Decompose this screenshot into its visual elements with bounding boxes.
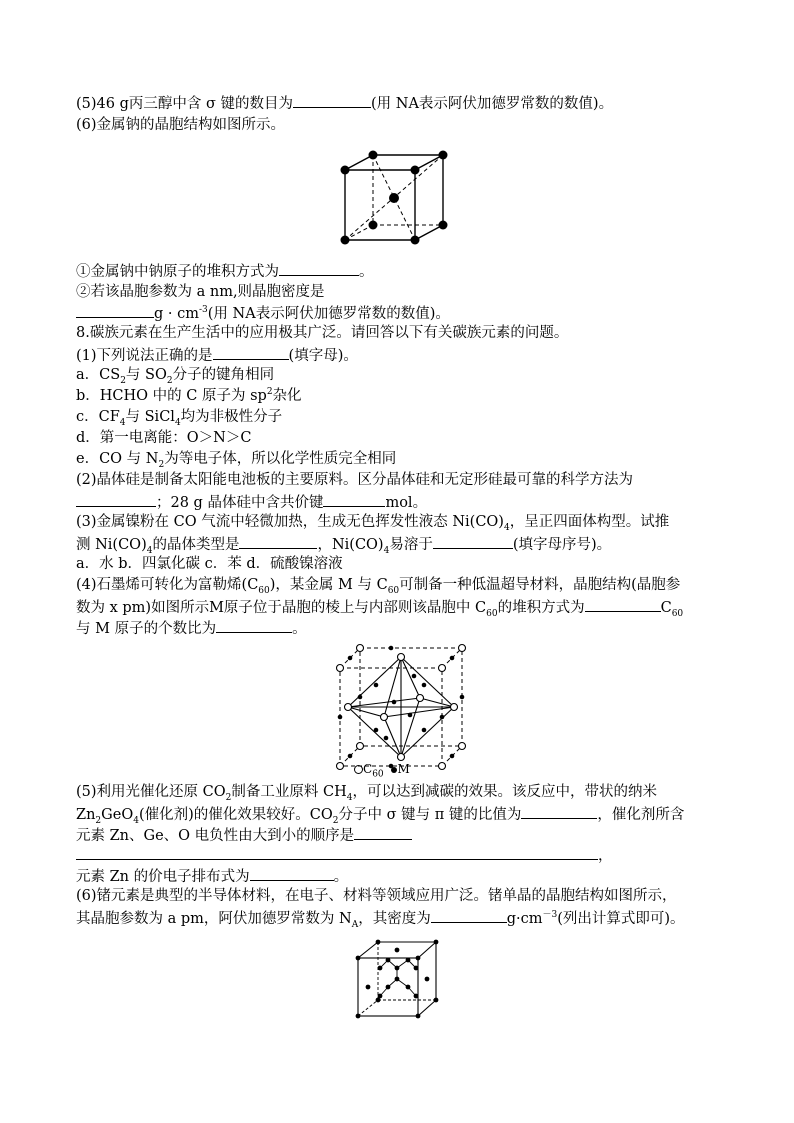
text: 的堆积方式为 <box>497 600 585 616</box>
subscript: 4 <box>146 545 153 556</box>
text: 可制备一种低温超导材料，晶胞结构(晶胞参 <box>399 577 681 593</box>
corner-atom <box>369 221 378 230</box>
answer-blank[interactable] <box>76 845 598 860</box>
c60-site <box>357 645 364 652</box>
c60-site <box>345 704 352 711</box>
diamond-unit-cell-figure <box>352 938 442 1020</box>
q8-2-answer <box>76 492 427 513</box>
m-site <box>460 695 465 700</box>
answer-blank[interactable] <box>585 597 661 612</box>
answer-blank[interactable] <box>433 534 513 549</box>
m-site <box>374 728 379 733</box>
text: (6)锗元素是典型的半导体材料，在电子、材料等领域应用广泛。锗单晶的晶胞结构如图所示， <box>76 888 677 904</box>
text: 分子的键角相同 <box>172 367 275 383</box>
q8-3-options <box>76 555 343 574</box>
ge-atom <box>434 940 439 945</box>
legend-c60-label: C <box>363 762 373 776</box>
text: 测 Ni(CO) <box>76 537 147 553</box>
q8-5-line2 <box>76 804 684 825</box>
text: ②若该晶胞参数为 a nm,则晶胞密度是 <box>76 284 325 300</box>
q6-part1 <box>76 261 374 282</box>
m-site <box>348 754 353 759</box>
answer-blank[interactable] <box>239 534 317 549</box>
q8-5-line5 <box>76 866 348 887</box>
question-5-sigma-bonds <box>76 93 613 114</box>
answer-blank[interactable] <box>250 866 334 881</box>
ge-atom <box>378 966 383 971</box>
corner-atom <box>411 236 420 245</box>
subscript: 60 <box>671 608 684 619</box>
superscript: -3 <box>198 305 208 316</box>
answer-blank[interactable] <box>323 492 385 507</box>
text: ，其密度为 <box>358 911 431 927</box>
text: 。 <box>292 621 307 637</box>
subscript: 4 <box>346 792 353 803</box>
ge-atom <box>386 958 391 963</box>
text: (4)石墨烯可转化为富勒烯(C <box>76 577 259 593</box>
ge-atom <box>356 1014 361 1019</box>
c60-site <box>398 654 405 661</box>
c60-site <box>337 665 344 672</box>
subscript: 60 <box>258 585 270 596</box>
answer-blank[interactable] <box>521 804 597 819</box>
text: (用 NA表示阿伏加德罗常数的数值)。 <box>371 96 614 112</box>
ge-atom <box>416 956 421 961</box>
ge-atom <box>356 956 361 961</box>
c60-site <box>357 743 364 750</box>
text: (6)金属钠的晶胞结构如图所示。 <box>76 117 286 133</box>
m-site <box>412 674 417 679</box>
text: 元素 Zn 的价电子排布式为 <box>76 869 250 885</box>
text: (填字母序号)。 <box>512 537 612 553</box>
subscript: 2 <box>95 815 102 826</box>
text: 的晶体类型是 <box>152 537 240 553</box>
q8-4 <box>76 576 680 595</box>
q8-5-line3 <box>76 825 412 846</box>
ge-atom <box>366 985 371 990</box>
text: ；28 g 晶体硅中含共价键 <box>156 495 324 511</box>
m-site <box>384 736 389 741</box>
text: 分子中 σ 键与 π 键的比值为 <box>338 807 522 823</box>
q6-part2 <box>76 283 325 302</box>
subscript: 60 <box>387 585 400 596</box>
legend-c60-icon <box>354 765 363 774</box>
bcc-unit-cell-figure <box>330 147 460 247</box>
m-site <box>450 656 455 661</box>
answer-blank[interactable] <box>279 261 359 276</box>
text: ，呈正四面体构型。试推 <box>509 514 670 530</box>
corner-atom <box>341 236 350 245</box>
figure-legend <box>354 760 410 779</box>
text: (3)金属镍粉在 CO 气流中轻微加热，生成无色挥发性液态 Ni(CO) <box>76 514 504 530</box>
superscript: 2 <box>266 387 273 398</box>
option-a <box>76 366 274 385</box>
text: 制备工业原料 CH <box>231 784 347 800</box>
c60-site <box>451 704 458 711</box>
text: a．CS <box>76 367 121 383</box>
subscript: 4 <box>119 417 126 428</box>
subscript: 60 <box>372 769 384 780</box>
subscript: 2 <box>332 815 339 826</box>
q8-3-line2 <box>76 534 611 555</box>
text: 与 SiCl <box>125 409 175 425</box>
text: (用 NA表示阿伏加德罗常数的数值)。 <box>207 306 450 322</box>
ge-atom <box>406 985 411 990</box>
c60-site <box>381 714 388 721</box>
text: 杂化 <box>272 388 302 404</box>
ge-atom <box>386 985 391 990</box>
text: (催化剂)的催化效果较好。CO <box>138 807 333 823</box>
q8-5 <box>76 783 657 802</box>
q8-6 <box>76 887 677 906</box>
text: GeO <box>101 807 134 823</box>
m-site <box>422 683 427 688</box>
answer-blank[interactable] <box>293 93 371 108</box>
m-site <box>374 683 379 688</box>
subscript: 4 <box>503 522 510 533</box>
answer-blank[interactable] <box>76 492 156 507</box>
text: 均为非极性分子 <box>180 409 283 425</box>
text: 与 SO <box>125 367 167 383</box>
c60-site <box>417 695 424 702</box>
answer-blank[interactable] <box>216 618 292 633</box>
option-e <box>76 450 396 469</box>
text: (列出计算式即可)。 <box>557 911 685 927</box>
text: 。 <box>359 264 374 280</box>
text: ，可以达到减碳的效果。该反应中，带状的纳米 <box>352 784 657 800</box>
ge-atom <box>395 977 400 982</box>
superscript: －3 <box>542 910 558 921</box>
text: g · cm <box>154 306 199 322</box>
m-site <box>408 713 413 718</box>
body-center-atom <box>389 193 399 203</box>
ge-atom <box>376 940 381 945</box>
subscript: 2 <box>225 792 232 803</box>
text: (填字母)。 <box>288 348 358 364</box>
text: c．CF <box>76 409 120 425</box>
ge-atom <box>414 966 419 971</box>
answer-blank[interactable] <box>354 825 412 840</box>
subscript: 4 <box>133 815 139 826</box>
text: 数为 x pm)如图所示M原子位于晶胞的棱上与内部则该晶胞中 C <box>76 600 487 616</box>
c60-site <box>337 763 344 770</box>
text: 8.碳族元素在生产生活中的应用极其广泛。请回答以下有关碳族元素的问题。 <box>76 325 569 341</box>
q8-3 <box>76 513 669 532</box>
ge-atom <box>414 994 419 999</box>
corner-atom <box>439 221 448 230</box>
q6-part2-answer <box>76 303 450 324</box>
text: ①金属钠中钠原子的堆积方式为 <box>76 264 279 280</box>
text: C <box>660 600 672 616</box>
answer-blank[interactable] <box>213 345 289 360</box>
corner-atom <box>439 151 448 160</box>
option-c <box>76 408 282 427</box>
text: (1)下列说法正确的是 <box>76 348 213 364</box>
answer-blank[interactable] <box>431 908 507 923</box>
ge-atom <box>406 958 411 963</box>
m-site <box>422 728 427 733</box>
subscript: 60 <box>486 608 498 619</box>
text: 。 <box>333 869 349 885</box>
m-site <box>389 646 394 651</box>
m-site <box>358 695 363 700</box>
subscript: 4 <box>174 417 181 428</box>
text: (5)46 g丙三醇中含 σ 键的数目为 <box>76 96 293 112</box>
m-site <box>348 656 353 661</box>
text: 其晶胞参数为 a pm，阿伏加德罗常数为 N <box>76 911 352 927</box>
text: ， <box>598 848 613 864</box>
text: 易溶于 <box>389 537 433 553</box>
corner-atom <box>369 151 378 160</box>
text: ，催化剂所含 <box>597 807 685 823</box>
answer-blank[interactable] <box>76 303 154 318</box>
text: mol。 <box>385 495 428 511</box>
q8-4-line2 <box>76 597 683 618</box>
ge-atom <box>416 1014 421 1019</box>
m-site <box>392 700 397 705</box>
text: e．CO 与 N <box>76 451 159 467</box>
q8-2 <box>76 471 633 490</box>
text: (2)晶体硅是制备太阳能电池板的主要原料。区分晶体硅和无定形硅最可靠的科学方法为 <box>76 472 634 488</box>
ge-atom <box>378 994 383 999</box>
text: )，某金属 M 与 C <box>269 577 388 593</box>
text: b．HCHO 中的 C 原子为 sp <box>76 388 267 404</box>
ge-atom <box>434 998 439 1003</box>
m-site <box>440 715 445 720</box>
subscript: 4 <box>383 545 390 556</box>
text: 与 M 原子的个数比为 <box>76 621 217 637</box>
corner-atom <box>341 166 350 175</box>
subscript: A <box>351 919 359 930</box>
q8-1 <box>76 345 358 366</box>
option-d <box>76 429 251 448</box>
c60-site <box>439 665 446 672</box>
subscript: 2 <box>120 375 126 386</box>
text: (5)利用光催化还原 CO <box>76 784 226 800</box>
legend-m-label: M <box>397 762 410 776</box>
text: ，Ni(CO) <box>317 537 384 553</box>
text: 为等电子体，所以化学性质完全相同 <box>164 451 397 467</box>
subscript: 2 <box>166 375 173 386</box>
text: g·cm <box>506 911 543 927</box>
c60-site <box>439 763 446 770</box>
fullerene-unit-cell-figure <box>326 640 476 780</box>
option-b <box>76 387 302 406</box>
text: 元素 Zn、Ge、O 电负性由大到小的顺序是 <box>76 828 355 844</box>
q8-5-line4 <box>76 845 613 866</box>
text: Zn <box>76 807 96 823</box>
question-8-heading <box>76 324 568 343</box>
m-site <box>450 754 455 759</box>
subscript: 2 <box>158 459 165 470</box>
c60-site <box>459 743 466 750</box>
q8-4-line3 <box>76 618 307 639</box>
ge-atom <box>395 948 400 953</box>
ge-atom <box>425 977 430 982</box>
q8-6-line2 <box>76 908 685 929</box>
ge-atom <box>395 966 400 971</box>
m-site <box>338 715 343 720</box>
corner-atom <box>411 166 420 175</box>
text: d．第一电离能：O＞N＞C <box>76 430 252 446</box>
c60-site <box>459 645 466 652</box>
question-6-sodium-cell <box>76 116 285 135</box>
text: a．水 b．四氯化碳 c．苯 d．硫酸镍溶液 <box>76 556 343 572</box>
